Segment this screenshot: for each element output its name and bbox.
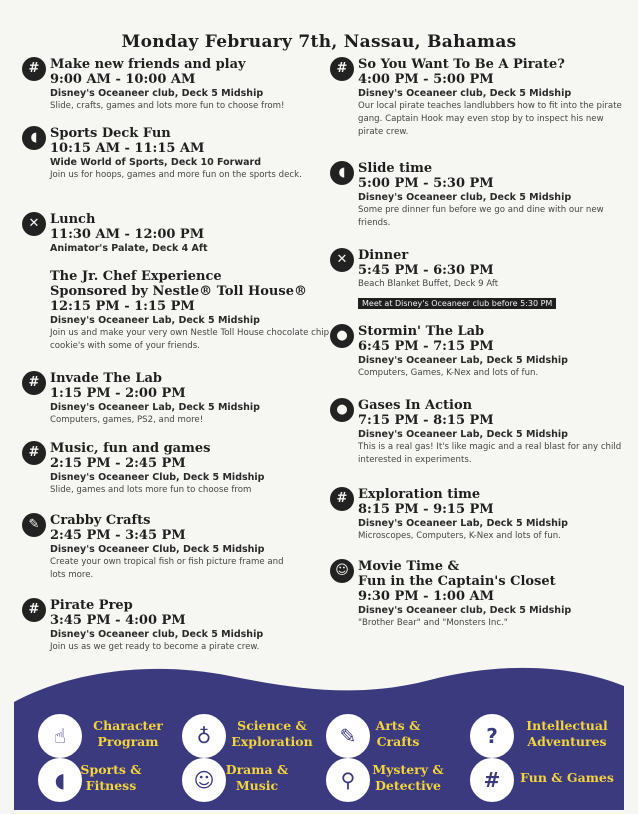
category-legend bbox=[0, 650, 638, 814]
event-description: Some pre dinner fun before we go and dine with our new friends. bbox=[358, 205, 604, 228]
event-time: 10:15 AM - 11:15 AM bbox=[50, 141, 205, 156]
event-item bbox=[50, 269, 350, 353]
legend-label-line2: Adventures bbox=[527, 734, 607, 749]
event-item bbox=[336, 398, 628, 467]
event-item bbox=[335, 559, 628, 630]
legend-item bbox=[38, 758, 178, 800]
mystery-detective-icon: ⚲ bbox=[326, 758, 370, 802]
event-item bbox=[336, 487, 628, 543]
event-location: Disney's Oceaneer Lab, Deck 5 Midship bbox=[50, 402, 260, 413]
event-description: Computers, Games, K-Nex and lots of fun. bbox=[358, 368, 539, 378]
event-time: 1:15 PM - 2:00 PM bbox=[50, 386, 186, 401]
legend-label-line2: Detective bbox=[375, 778, 441, 793]
event-location: Disney's Oceaneer Lab, Deck 5 Midship bbox=[358, 429, 568, 440]
event-item bbox=[28, 371, 350, 427]
event-time: 11:30 AM - 12:00 PM bbox=[50, 227, 205, 242]
science-exploration-icon: ♁ bbox=[182, 714, 226, 758]
page-title: Monday February 7th, Nassau, Bahamas bbox=[121, 32, 517, 52]
fun-games-icon: # bbox=[470, 758, 514, 802]
event-location: Beach Blanket Buffet, Deck 9 Aft bbox=[358, 279, 499, 289]
event-item bbox=[28, 441, 350, 497]
event-location: Disney's Oceaneer Lab, Deck 5 Midship bbox=[358, 355, 568, 366]
event-location: Wide World of Sports, Deck 10 Forward bbox=[50, 157, 262, 168]
meeting-note-badge: Meet at Disney's Oceaneer club before 5:30 PM bbox=[358, 298, 556, 309]
legend-label: Intellectual bbox=[526, 718, 608, 733]
legend-item bbox=[326, 758, 466, 800]
legend-item bbox=[182, 714, 322, 756]
event-time: 6:45 PM - 7:15 PM bbox=[358, 339, 494, 354]
fun-games-icon: # bbox=[22, 371, 46, 395]
intellectual-adventures-icon: ? bbox=[470, 714, 514, 758]
event-item bbox=[336, 248, 628, 310]
event-name: The Jr. Chef Experience bbox=[50, 269, 222, 284]
legend-item bbox=[470, 714, 610, 756]
legend-item bbox=[38, 714, 178, 756]
event-time: 3:45 PM - 4:00 PM bbox=[50, 613, 186, 628]
event-time: 12:15 PM - 1:15 PM bbox=[50, 299, 195, 314]
event-location: Disney's Oceaneer club, Deck 5 Midship bbox=[358, 192, 572, 203]
event-time: 4:00 PM - 5:00 PM bbox=[358, 72, 494, 87]
event-name: Music, fun and games bbox=[50, 441, 211, 456]
legend-label-line2: Exploration bbox=[231, 734, 313, 749]
event-description: Join us as we get ready to become a pirate crew. bbox=[50, 642, 260, 652]
fun-games-icon: # bbox=[330, 487, 354, 511]
legend-label: Mystery & bbox=[372, 762, 444, 777]
event-description: Join us and make your very own Nestle Toll House chocolate chip cookie's with some of your friends. bbox=[50, 328, 330, 351]
legend-label-line2: Fitness bbox=[85, 778, 137, 793]
event-location: Disney's Oceaneer club, Deck 5 Midship bbox=[50, 88, 264, 99]
event-location: Disney's Oceaneer club, Deck 5 Midship bbox=[50, 629, 264, 640]
event-name: Movie Time & bbox=[358, 559, 460, 574]
arts-crafts-icon: ✎ bbox=[326, 714, 370, 758]
legend-item bbox=[326, 714, 466, 756]
event-description: Join us for hoops, games and more fun on the sports deck. bbox=[50, 170, 302, 180]
legend-item bbox=[182, 758, 322, 800]
science-icon: ● bbox=[330, 324, 354, 348]
legend-label: Drama & bbox=[225, 762, 289, 777]
legend-label: Arts & bbox=[375, 718, 421, 733]
event-description: Create your own tropical fish or fish picture frame and lots more. bbox=[50, 557, 284, 580]
event-time: 8:15 PM - 9:15 PM bbox=[358, 502, 494, 517]
event-description: Computers, games, PS2, and more! bbox=[50, 415, 204, 425]
event-location: Animator's Palate, Deck 4 Aft bbox=[50, 243, 208, 254]
event-item bbox=[28, 212, 350, 255]
event-name: Invade The Lab bbox=[50, 371, 162, 386]
event-item bbox=[336, 57, 628, 139]
lunch-icon: ✕ bbox=[22, 212, 46, 236]
event-item bbox=[28, 513, 350, 582]
event-description: This is a real gas! It's like magic and a real blast for any child interested in experiments. bbox=[358, 442, 622, 465]
event-name: Gases In Action bbox=[358, 398, 473, 413]
event-location: Disney's Oceaneer club, Deck 5 Midship bbox=[358, 605, 572, 616]
fun-games-icon: # bbox=[22, 57, 46, 81]
event-name: Slide time bbox=[358, 161, 433, 176]
event-location: Disney's Oceaneer club, Deck 5 Midship bbox=[358, 88, 572, 99]
event-description: Microscopes, Computers, K-Nex and lots of fun. bbox=[358, 531, 561, 541]
event-description: Slide, crafts, games and lots more fun to choose from! bbox=[50, 101, 285, 111]
event-item bbox=[336, 324, 628, 380]
event-location: Disney's Oceaneer Lab, Deck 5 Midship bbox=[50, 315, 260, 326]
sports-icon: ◖ bbox=[330, 161, 354, 185]
event-time: 5:45 PM - 6:30 PM bbox=[358, 263, 494, 278]
event-time: 2:15 PM - 2:45 PM bbox=[50, 456, 186, 471]
event-name: Sports Deck Fun bbox=[50, 126, 171, 141]
legend-label-line2: Music bbox=[235, 778, 279, 793]
event-name: Exploration time bbox=[358, 487, 481, 502]
dinner-icon: ✕ bbox=[330, 248, 354, 272]
fun-games-icon: # bbox=[22, 441, 46, 465]
event-name: Lunch bbox=[50, 212, 96, 227]
legend-label: Science & bbox=[237, 718, 307, 733]
event-time: 5:00 PM - 5:30 PM bbox=[358, 176, 494, 191]
event-description: "Brother Bear" and "Monsters Inc." bbox=[358, 618, 508, 628]
event-location: Disney's Oceaneer Club, Deck 5 Midship bbox=[50, 544, 265, 555]
event-name: So You Want To Be A Pirate? bbox=[358, 57, 565, 72]
arts-crafts-icon: ✎ bbox=[22, 513, 46, 537]
event-name: Stormin' The Lab bbox=[358, 324, 485, 339]
event-name: Pirate Prep bbox=[50, 598, 133, 613]
event-time: 9:00 AM - 10:00 AM bbox=[50, 72, 196, 87]
legend-label-line2: Program bbox=[97, 734, 159, 749]
sports-icon: ◖ bbox=[22, 126, 46, 150]
event-description: Slide, games and lots more fun to choose from bbox=[50, 485, 252, 495]
legend-label: Character bbox=[93, 718, 163, 733]
legend-label: Fun & Games bbox=[520, 770, 614, 785]
event-time: 2:45 PM - 3:45 PM bbox=[50, 528, 186, 543]
event-location: Disney's Oceaneer Lab, Deck 5 Midship bbox=[358, 518, 568, 529]
science-icon: ● bbox=[330, 398, 354, 422]
event-name-line2: Fun in the Captain's Closet bbox=[358, 574, 556, 589]
fun-games-icon: # bbox=[330, 57, 354, 81]
event-name: Make new friends and play bbox=[50, 57, 246, 72]
event-name: Dinner bbox=[358, 248, 409, 263]
event-item bbox=[28, 57, 350, 113]
event-time: 7:15 PM - 8:15 PM bbox=[358, 413, 494, 428]
character-program-icon: ☝ bbox=[38, 714, 82, 758]
event-location: Disney's Oceaneer Club, Deck 5 Midship bbox=[50, 472, 265, 483]
event-item bbox=[30, 126, 350, 182]
event-description: Our local pirate teaches landlubbers how to fit into the pirate gang. Captain Hook may even stop by to inspect his new pirate crew. bbox=[358, 101, 622, 137]
event-item bbox=[28, 598, 350, 654]
legend-label-line2: Crafts bbox=[376, 734, 420, 749]
drama-music-icon: ☺ bbox=[182, 758, 226, 802]
fun-games-icon: # bbox=[22, 598, 46, 622]
event-time: 9:30 PM - 1:00 AM bbox=[358, 589, 495, 604]
sports-fitness-icon: ◖ bbox=[38, 758, 82, 802]
legend-item bbox=[470, 758, 614, 800]
event-item bbox=[338, 161, 628, 230]
drama-music-icon: ☺ bbox=[330, 559, 354, 583]
event-name: Crabby Crafts bbox=[50, 513, 151, 528]
event-sponsor: Sponsored by Nestle® Toll House® bbox=[50, 284, 307, 299]
legend-label: Sports & bbox=[80, 762, 142, 777]
